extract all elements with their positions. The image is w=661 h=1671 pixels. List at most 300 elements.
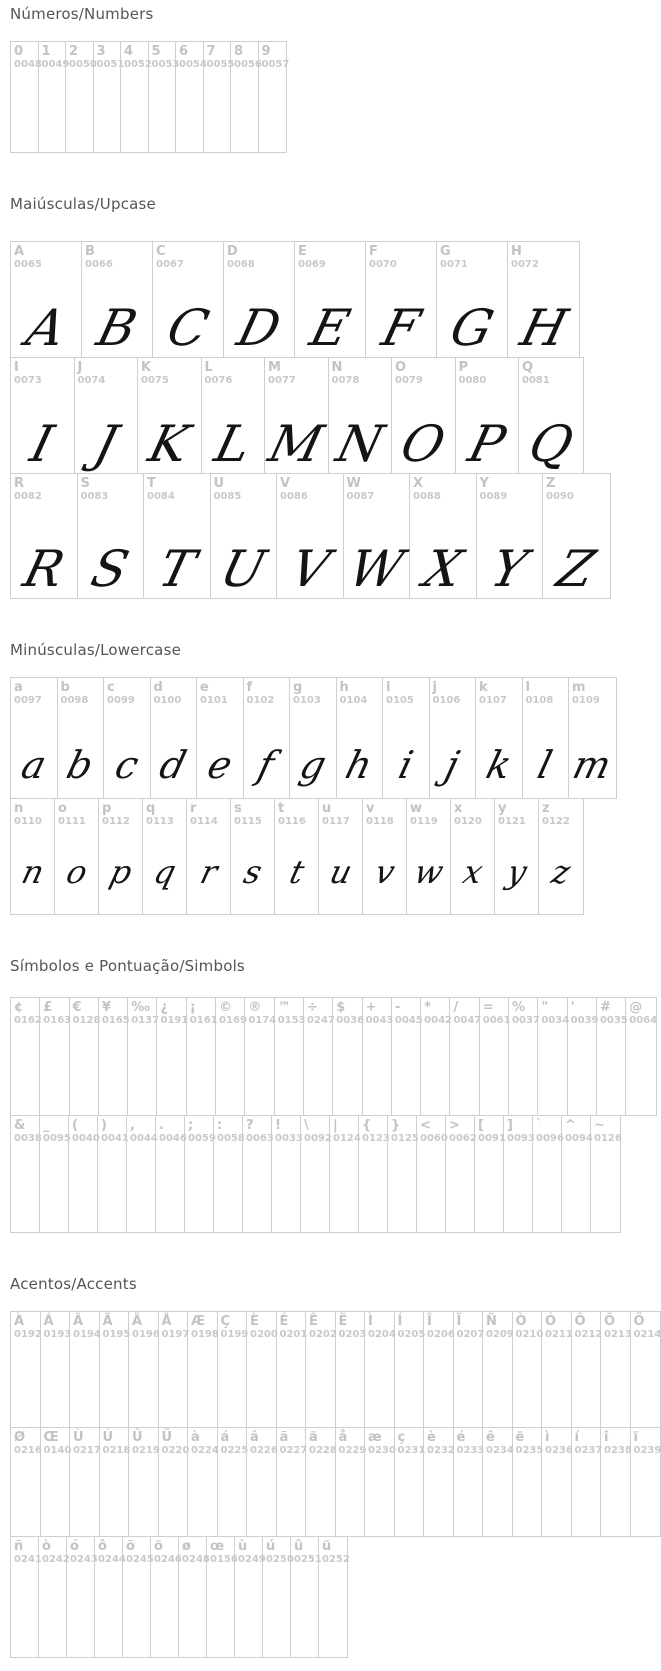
glyph-cell — [216, 998, 245, 1115]
glyph-char-label: H — [511, 244, 522, 259]
glyph-char-label: s — [234, 801, 242, 816]
glyph-cell — [365, 1428, 395, 1536]
glyph-cell — [11, 42, 42, 152]
glyph-char-label: o — [58, 801, 67, 816]
glyph-char-label: Ë — [338, 1314, 348, 1329]
glyph-code: 0225 — [220, 1445, 249, 1456]
glyph-char-label: $ — [336, 1000, 346, 1015]
glyph-char-label: d — [153, 680, 163, 695]
glyph-char-label: 1 — [41, 44, 51, 59]
glyph-code: 0243 — [70, 1554, 98, 1565]
glyph-code: 0235 — [515, 1445, 544, 1456]
glyph-cell — [176, 42, 207, 152]
glyph-code: 0116 — [278, 816, 306, 827]
glyph-char-label: Ä — [132, 1314, 143, 1329]
glyph-cell — [304, 998, 333, 1115]
glyph-cell — [99, 998, 128, 1115]
glyph-char-label: è — [427, 1430, 436, 1445]
glyph-code: 0111 — [58, 816, 86, 827]
glyph-preview: Y — [485, 540, 533, 598]
glyph-code: 0112 — [102, 816, 130, 827]
glyph-code: 0165 — [101, 1015, 130, 1026]
glyph-code: 0080 — [458, 375, 487, 386]
glyph-cell — [542, 1428, 572, 1536]
glyph-preview: m — [568, 743, 616, 787]
glyph-cell — [392, 998, 421, 1115]
glyph-cell — [218, 1428, 248, 1536]
glyph-code: 0100 — [153, 695, 182, 706]
glyph-cell — [519, 358, 583, 473]
glyph-cell — [224, 242, 295, 357]
glyph-code: 0199 — [220, 1329, 249, 1340]
glyph-code: 0191 — [160, 1015, 189, 1026]
glyph-char-label: 3 — [96, 44, 106, 59]
glyph-cell — [626, 998, 658, 1115]
glyph-code: 0196 — [132, 1329, 160, 1340]
glyph-char-label: 0 — [14, 44, 24, 59]
glyph-preview: A — [20, 299, 72, 357]
glyph-cell — [70, 998, 99, 1115]
glyph-char-label: > — [449, 1118, 460, 1133]
glyph-preview: W — [343, 540, 410, 598]
glyph-char-label: Œ — [43, 1430, 59, 1445]
glyph-code: 0037 — [512, 1015, 540, 1026]
glyph-char-label: X — [413, 476, 424, 491]
glyph-code: 0086 — [280, 491, 308, 502]
glyph-cell — [430, 678, 477, 798]
glyph-row — [10, 241, 580, 358]
glyph-cell — [129, 1428, 159, 1536]
glyph-char-label: [ — [478, 1118, 484, 1133]
glyph-char-label: û — [294, 1539, 304, 1554]
glyph-code: 0104 — [339, 695, 368, 706]
glyph-cell — [337, 678, 384, 798]
glyph-code: 0074 — [77, 375, 106, 386]
glyph-cell — [508, 242, 579, 357]
glyph-char-label: á — [220, 1430, 230, 1445]
glyph-char-label: ¿ — [160, 1000, 169, 1015]
glyph-code: 0038 — [14, 1133, 42, 1144]
glyph-code: 0161 — [189, 1015, 218, 1026]
glyph-cell — [11, 358, 75, 473]
glyph-code: 0079 — [395, 375, 423, 386]
glyph-char-label: Ú — [102, 1430, 114, 1445]
glyph-code: 0120 — [454, 816, 482, 827]
glyph-code: 0229 — [338, 1445, 367, 1456]
glyph-cell — [187, 799, 231, 914]
glyph-cell — [417, 1116, 446, 1232]
glyph-code: 0213 — [604, 1329, 632, 1340]
glyph-code: 0124 — [333, 1133, 361, 1144]
glyph-cell — [67, 1537, 98, 1657]
glyph-cell — [11, 998, 40, 1115]
glyph-code: 0197 — [161, 1329, 190, 1340]
glyph-preview: c — [110, 743, 143, 787]
glyph-cell — [446, 1116, 475, 1232]
glyph-cell — [319, 1537, 350, 1657]
glyph-cell — [127, 1116, 156, 1232]
glyph-char-label: O — [395, 360, 407, 375]
glyph-code: 0060 — [420, 1133, 448, 1144]
glyph-cell — [121, 42, 152, 152]
glyph-code: 0055 — [206, 59, 235, 70]
glyph-code: 0153 — [277, 1015, 306, 1026]
glyph-code: 0195 — [102, 1329, 131, 1340]
glyph-code: 0078 — [331, 375, 360, 386]
glyph-row — [10, 357, 584, 474]
glyph-char-label: 2 — [69, 44, 79, 59]
glyph-char-label: ë — [515, 1430, 525, 1445]
glyph-cell — [197, 678, 244, 798]
glyph-preview: S — [85, 540, 135, 598]
glyph-cell — [204, 42, 235, 152]
glyph-cell — [290, 678, 337, 798]
glyph-cell — [395, 1428, 425, 1536]
glyph-char-label: e — [200, 680, 209, 695]
glyph-char-label: â — [250, 1430, 259, 1445]
glyph-preview: l — [533, 743, 557, 787]
glyph-char-label: Í — [397, 1314, 403, 1329]
glyph-char-label: = — [482, 1000, 494, 1015]
glyph-cell — [275, 998, 304, 1115]
glyph-cell — [407, 799, 451, 914]
glyph-cell — [509, 998, 538, 1115]
glyph-code: 0109 — [572, 695, 600, 706]
glyph-preview: J — [88, 415, 124, 473]
glyph-cell — [202, 358, 266, 473]
glyph-code: 0204 — [368, 1329, 396, 1340]
glyph-preview: u — [325, 853, 356, 891]
glyph-char-label: 9 — [261, 44, 271, 59]
glyph-char-label: D — [227, 244, 238, 259]
glyph-char-label: q — [146, 801, 156, 816]
glyph-cell — [306, 1312, 336, 1427]
glyph-code: 0096 — [536, 1133, 564, 1144]
glyph-code: 0101 — [200, 695, 228, 706]
glyph-code: 0094 — [565, 1133, 593, 1144]
section-accents — [10, 1275, 661, 1658]
glyph-char-label: n — [14, 801, 24, 816]
glyph-char-label: ê — [486, 1430, 495, 1445]
glyph-code: 0198 — [191, 1329, 219, 1340]
glyph-code: 0052 — [124, 59, 152, 70]
glyph-cell — [410, 474, 477, 598]
glyph-cell — [70, 1312, 100, 1427]
glyph-cell — [366, 242, 437, 357]
glyph-char-label: ã — [279, 1430, 289, 1445]
glyph-code: 0117 — [322, 816, 350, 827]
glyph-cell — [291, 1537, 322, 1657]
glyph-preview: z — [547, 853, 575, 891]
glyph-code: 0224 — [191, 1445, 219, 1456]
glyph-char-label: © — [219, 1000, 233, 1015]
glyph-char-label: Ã — [102, 1314, 113, 1329]
glyph-preview: f — [253, 743, 279, 787]
glyph-char-label: 4 — [124, 44, 134, 59]
glyph-char-label: ô — [98, 1539, 107, 1554]
glyph-preview: k — [481, 743, 516, 787]
glyph-char-label: u — [322, 801, 332, 816]
glyph-char-label: U — [213, 476, 225, 491]
glyph-cell — [156, 1116, 185, 1232]
glyph-preview: U — [214, 540, 272, 598]
glyph-code: 0090 — [546, 491, 574, 502]
glyph-char-label: Ö — [633, 1314, 645, 1329]
glyph-cell — [39, 1537, 70, 1657]
glyph-code: 0126 — [594, 1133, 622, 1144]
glyph-cell — [188, 1312, 218, 1427]
glyph-char-label: ÷ — [306, 1000, 318, 1015]
glyph-cell — [365, 1312, 395, 1427]
glyph-preview: V — [284, 540, 336, 598]
glyph-char-label: r — [190, 801, 197, 816]
glyph-char-label: l — [525, 680, 530, 695]
glyph-char-label: € — [72, 1000, 82, 1015]
glyph-cell — [450, 998, 482, 1115]
glyph-char-label: Z — [546, 476, 556, 491]
glyph-code: 0128 — [72, 1015, 101, 1026]
glyph-code: 0205 — [397, 1329, 426, 1340]
glyph-char-label: Ï — [456, 1314, 462, 1329]
glyph-preview: I — [25, 415, 60, 473]
glyph-cell — [572, 1312, 602, 1427]
glyph-code: 0085 — [213, 491, 242, 502]
glyph-code: 0051 — [96, 59, 125, 70]
glyph-code: 0057 — [261, 59, 290, 70]
glyph-code: 0092 — [304, 1133, 332, 1144]
glyph-preview: i — [394, 743, 418, 787]
glyph-code: 0241 — [14, 1554, 42, 1565]
glyph-row — [10, 798, 584, 915]
glyph-code: 0212 — [574, 1329, 603, 1340]
glyph-code: 0087 — [346, 491, 375, 502]
section-title-symbols: Símbolos e Pontuação/Simbols — [10, 957, 245, 975]
glyph-cell — [11, 474, 78, 598]
glyph-cell — [504, 1116, 533, 1232]
glyph-preview: N — [330, 415, 389, 473]
glyph-char-label: À — [14, 1314, 25, 1329]
glyph-char-label: a — [14, 680, 23, 695]
glyph-cell — [388, 1116, 417, 1232]
glyph-cell — [437, 242, 508, 357]
glyph-char-label: Ü — [161, 1430, 173, 1445]
glyph-char-label: õ — [126, 1539, 135, 1554]
glyph-code: 0113 — [146, 816, 174, 827]
glyph-code: 0084 — [147, 491, 175, 502]
glyph-char-label: A — [14, 244, 25, 259]
glyph-cell — [363, 998, 392, 1115]
glyph-char-label: ` — [536, 1118, 543, 1133]
glyph-cell — [69, 1116, 98, 1232]
glyph-cell — [295, 242, 366, 357]
glyph-code: 0044 — [130, 1133, 158, 1144]
glyph-code: 0123 — [362, 1133, 390, 1144]
glyph-cell — [344, 474, 411, 598]
glyph-char-label: Æ — [191, 1314, 206, 1329]
glyph-cell — [533, 1116, 562, 1232]
glyph-code: 0072 — [511, 259, 539, 270]
glyph-cell — [572, 1428, 602, 1536]
section-title-uppercase: Maiúsculas/Upcase — [10, 195, 156, 213]
glyph-char-label: B — [85, 244, 95, 259]
glyph-preview: t — [285, 853, 308, 891]
glyph-cell — [159, 1428, 189, 1536]
glyph-preview: Z — [551, 540, 601, 598]
glyph-preview: M — [263, 415, 330, 473]
glyph-preview: T — [152, 540, 201, 598]
glyph-char-label: y — [498, 801, 507, 816]
glyph-cell — [187, 998, 216, 1115]
glyph-code: 0069 — [298, 259, 326, 270]
glyph-char-label: | — [333, 1118, 338, 1133]
glyph-code: 0114 — [190, 816, 218, 827]
section-title-numbers: Números/Numbers — [10, 5, 154, 23]
glyph-cell — [11, 242, 82, 357]
glyph-cell — [58, 678, 105, 798]
glyph-preview: R — [17, 540, 70, 598]
glyph-cell — [211, 474, 278, 598]
glyph-code: 0062 — [449, 1133, 477, 1144]
glyph-code: 0231 — [397, 1445, 426, 1456]
glyph-code: 0214 — [633, 1329, 661, 1340]
glyph-char-label: v — [366, 801, 375, 816]
glyph-cell — [55, 799, 99, 914]
glyph-char-label: ï — [633, 1430, 638, 1445]
glyph-cell — [231, 799, 275, 914]
glyph-code: 0207 — [456, 1329, 485, 1340]
glyph-code: 0232 — [427, 1445, 455, 1456]
glyph-char-label: m — [572, 680, 586, 695]
glyph-char-label: ¡ — [189, 1000, 196, 1015]
glyph-code: 0050 — [69, 59, 97, 70]
glyph-char-label: é — [456, 1430, 466, 1445]
glyph-preview: P — [462, 415, 511, 473]
glyph-code: 0073 — [14, 375, 42, 386]
glyph-cell — [513, 1312, 543, 1427]
glyph-char-label: Á — [43, 1314, 54, 1329]
glyph-code: 0125 — [391, 1133, 419, 1144]
glyph-cell — [123, 1537, 154, 1657]
glyph-char-label: ) — [101, 1118, 107, 1133]
glyph-code: 0247 — [306, 1015, 335, 1026]
glyph-preview: h — [341, 743, 377, 787]
glyph-code: 0076 — [204, 375, 233, 386]
glyph-cell — [330, 1116, 359, 1232]
glyph-preview: o — [62, 853, 91, 891]
glyph-cell — [483, 1312, 513, 1427]
glyph-char-label: Q — [522, 360, 534, 375]
glyph-cell — [454, 1312, 484, 1427]
glyph-code: 0106 — [432, 695, 461, 706]
glyph-char-label: ! — [275, 1118, 281, 1133]
glyph-cell — [98, 1116, 127, 1232]
section-numbers — [10, 5, 661, 153]
glyph-code: 0098 — [60, 695, 89, 706]
glyph-cell — [277, 1428, 307, 1536]
glyph-cell — [631, 1428, 661, 1536]
glyph-code: 0083 — [80, 491, 109, 502]
glyph-char-label: ö — [154, 1539, 163, 1554]
glyph-cell — [538, 998, 570, 1115]
glyph-code: 0230 — [368, 1445, 396, 1456]
glyph-cell — [265, 358, 329, 473]
glyph-row — [10, 1536, 348, 1658]
glyph-cell — [495, 799, 539, 914]
glyph-char-label: ù — [238, 1539, 248, 1554]
glyph-preview: s — [239, 853, 266, 891]
glyph-char-label: P — [458, 360, 469, 375]
glyph-char-label: ( — [72, 1118, 78, 1133]
glyph-code: 0064 — [629, 1015, 658, 1026]
glyph-cell — [153, 242, 224, 357]
glyph-code: 0118 — [366, 816, 394, 827]
glyph-char-label: ø — [182, 1539, 191, 1554]
glyph-char-label: M — [268, 360, 281, 375]
glyph-char-label: J — [77, 360, 83, 375]
glyph-char-label: É — [279, 1314, 289, 1329]
glyph-cell — [231, 42, 262, 152]
glyph-cell — [100, 1428, 130, 1536]
glyph-code: 0206 — [427, 1329, 455, 1340]
glyph-preview: g — [295, 743, 331, 787]
glyph-code: 0220 — [161, 1445, 190, 1456]
glyph-code: 0059 — [188, 1133, 216, 1144]
glyph-code: 0216 — [14, 1445, 42, 1456]
glyph-char-label: ^ — [565, 1118, 576, 1133]
glyph-cell — [513, 1428, 543, 1536]
glyph-char-label: Û — [132, 1430, 143, 1445]
glyph-code: 0066 — [85, 259, 113, 270]
glyph-code: 0040 — [72, 1133, 100, 1144]
glyph-cell — [480, 998, 509, 1115]
glyph-char-label: L — [204, 360, 213, 375]
glyph-char-label: w — [410, 801, 423, 816]
glyph-code: 0238 — [604, 1445, 632, 1456]
glyph-cell — [11, 678, 58, 798]
section-uppercase — [10, 195, 661, 599]
glyph-char-label: ü — [322, 1539, 332, 1554]
glyph-code: 0137 — [131, 1015, 160, 1026]
glyph-code: 0233 — [456, 1445, 485, 1456]
glyph-char-label: Ê — [309, 1314, 318, 1329]
glyph-char-label: . — [159, 1118, 164, 1133]
glyph-code: 0194 — [73, 1329, 101, 1340]
glyph-code: 0047 — [453, 1015, 482, 1026]
glyph-preview: C — [161, 299, 215, 357]
glyph-code: 0034 — [541, 1015, 570, 1026]
glyph-cell — [329, 358, 393, 473]
glyph-code: 0236 — [545, 1445, 573, 1456]
glyph-preview: q — [149, 853, 180, 891]
glyph-code: 0097 — [14, 695, 42, 706]
glyph-code: 0065 — [14, 259, 42, 270]
glyph-code: 0234 — [486, 1445, 514, 1456]
glyph-code: 0082 — [14, 491, 42, 502]
glyph-code: 0054 — [179, 59, 207, 70]
section-lowercase — [10, 641, 661, 915]
glyph-cell — [185, 1116, 214, 1232]
glyph-char-label: % — [512, 1000, 526, 1015]
glyph-cell — [218, 1312, 248, 1427]
glyph-cell — [214, 1116, 243, 1232]
glyph-code: 0250 — [266, 1554, 294, 1565]
glyph-code: 0048 — [14, 59, 42, 70]
glyph-char-label: ] — [507, 1118, 513, 1133]
glyph-preview: p — [105, 853, 136, 891]
glyph-char-label: & — [14, 1118, 26, 1133]
glyph-cell — [82, 242, 153, 357]
section-title-accents: Acentos/Accents — [10, 1275, 137, 1293]
